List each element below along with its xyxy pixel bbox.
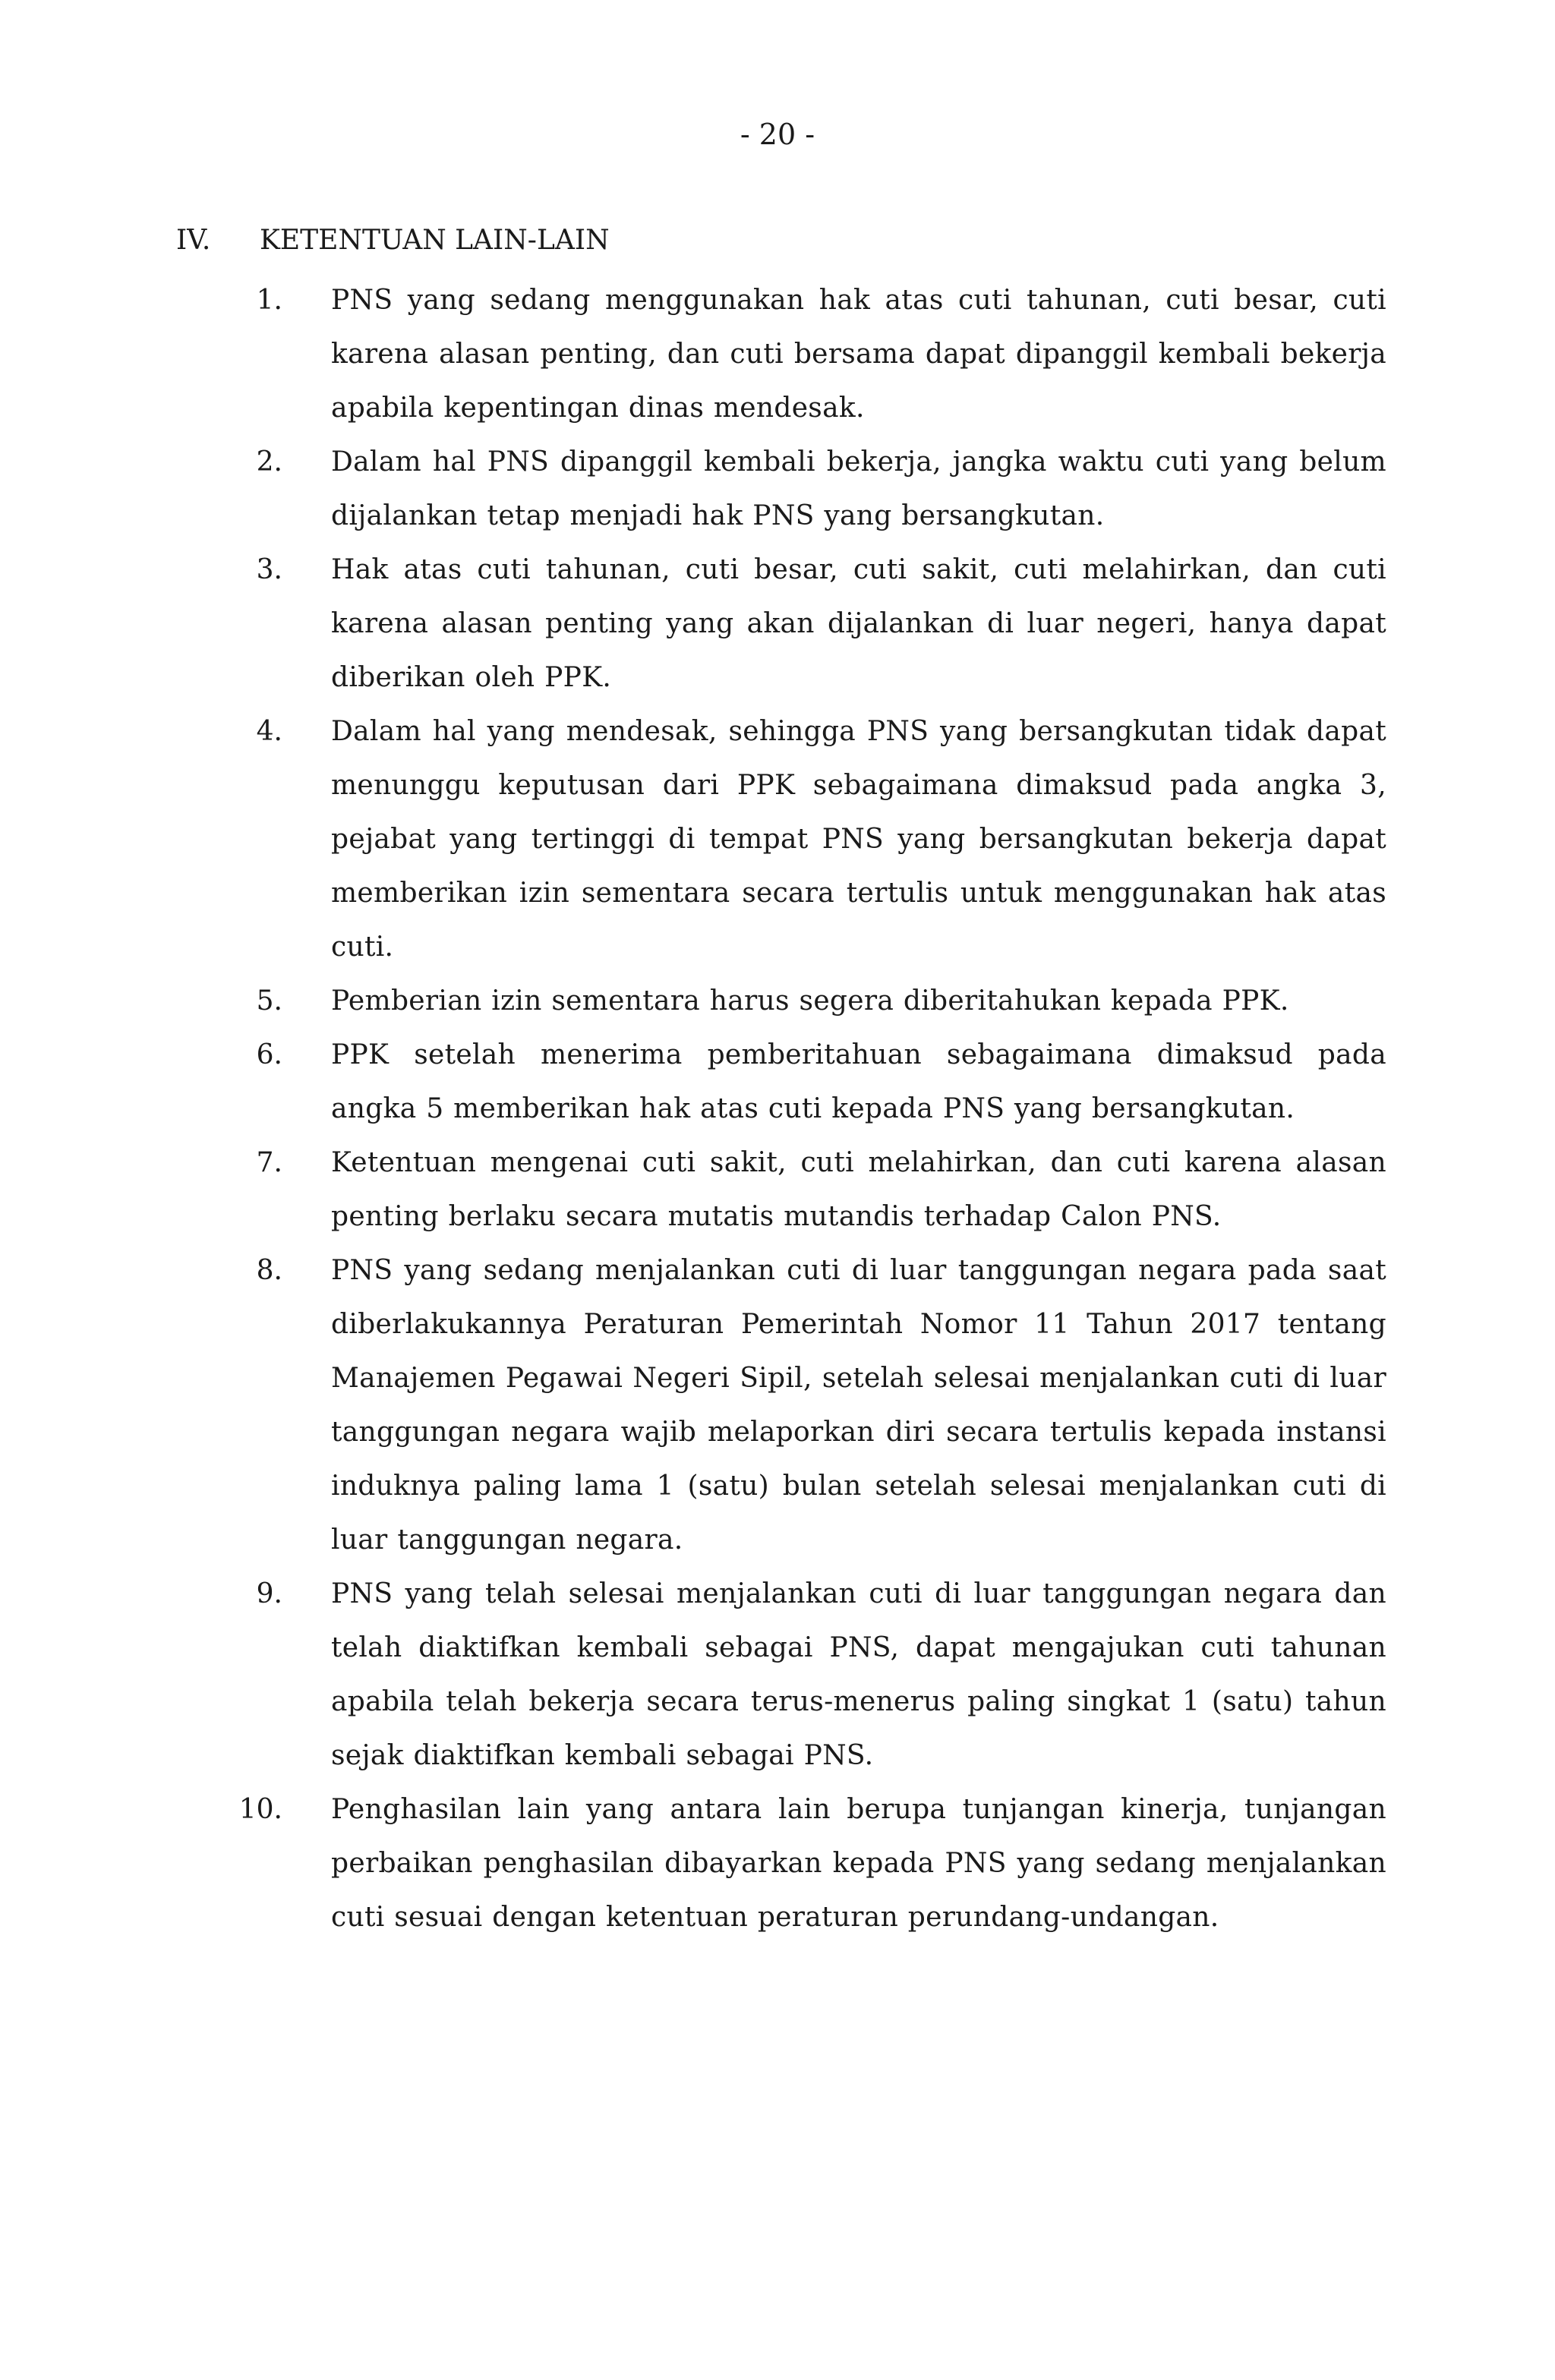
list-item-text: Ketentuan mengenai cuti sakit, cuti melahirkan, dan cuti karena alasan penting berlaku secara mutatis mutandis terhadap Calon PNS. [331,1147,1386,1232]
list-item-text: Hak atas cuti tahunan, cuti besar, cuti sakit, cuti melahirkan, dan cuti karena alasan penting yang akan dijalankan di luar negeri, hanya dapat diberikan oleh PPK. [331,554,1386,693]
list-item-number: 7. [256,1147,282,1178]
list-item-text: Dalam hal PNS dipanggil kembali bekerja, jangka waktu cuti yang belum dijalankan tetap menjadi hak PNS yang bersangkutan. [331,446,1386,531]
list-item-text: PNS yang telah selesai menjalankan cuti di luar tanggungan negara dan telah diaktifkan kembali sebagai PNS, dapat mengajukan cuti tahunan apabila telah bekerja secara terus-menerus paling singkat 1 (satu) tahun sejak diaktifkan kembali sebagai PNS. [331,1578,1386,1771]
list-item-number: 2. [256,446,282,478]
list-item [228,1567,1386,1783]
list-item-number: 6. [256,1039,282,1070]
list-item [228,1783,1386,1944]
list-item-number: 1. [256,285,282,316]
list-item [228,1244,1386,1567]
page-number: - 20 - [740,118,815,151]
list-item-text: PPK setelah menerima pemberitahuan sebagaimana dimaksud pada angka 5 memberikan hak atas cuti kepada PNS yang bersangkutan. [331,1039,1386,1124]
list-item-text: Dalam hal yang mendesak, sehingga PNS yang bersangkutan tidak dapat menunggu keputusan dari PPK sebagaimana dimaksud pada angka 3, pejabat yang tertinggi di tempat PNS yang bersangkutan bekerja dapat memberikan izin sementara secara tertulis untuk menggunakan hak atas cuti. [331,716,1386,963]
list-item [228,273,1386,435]
list-item [228,435,1386,543]
list-item [228,974,1386,1028]
list-item-text: PNS yang sedang menjalankan cuti di luar tanggungan negara pada saat diberlakukannya Peraturan Pemerintah Nomor 11 Tahun 2017 tentang Manajemen Pegawai Negeri Sipil, setelah selesai menjalankan cuti di luar tanggungan negara wajib melaporkan diri secara tertulis kepada instansi induknya paling lama 1 (satu) bulan setelah selesai menjalankan cuti di luar tanggungan negara. [331,1255,1386,1556]
list-item-number: 10. [238,1794,282,1825]
list-item-text: Pemberian izin sementara harus segera diberitahukan kepada PPK. [331,985,1289,1017]
list-item-number: 5. [256,985,282,1017]
list-item-number: 9. [256,1578,282,1609]
list-item [228,1136,1386,1244]
list-item-number: 3. [256,554,282,585]
section-title: KETENTUAN LAIN-LAIN [260,225,610,256]
section-heading [176,222,610,260]
list-item-number: 8. [256,1255,282,1286]
list-item [228,543,1386,705]
list-item [228,705,1386,974]
provisions-list [228,273,1386,1944]
list-item-text: Penghasilan lain yang antara lain berupa tunjangan kinerja, tunjangan perbaikan penghasilan dibayarkan kepada PNS yang sedang menjalankan cuti sesuai dengan ketentuan peraturan perundang-undangan. [331,1794,1386,1933]
section-roman-numeral: IV. [176,225,211,256]
list-item-text: PNS yang sedang menggunakan hak atas cuti tahunan, cuti besar, cuti karena alasan penting, dan cuti bersama dapat dipanggil kembali bekerja apabila kepentingan dinas mendesak. [331,285,1386,424]
list-item-number: 4. [256,716,282,747]
list-item [228,1028,1386,1136]
